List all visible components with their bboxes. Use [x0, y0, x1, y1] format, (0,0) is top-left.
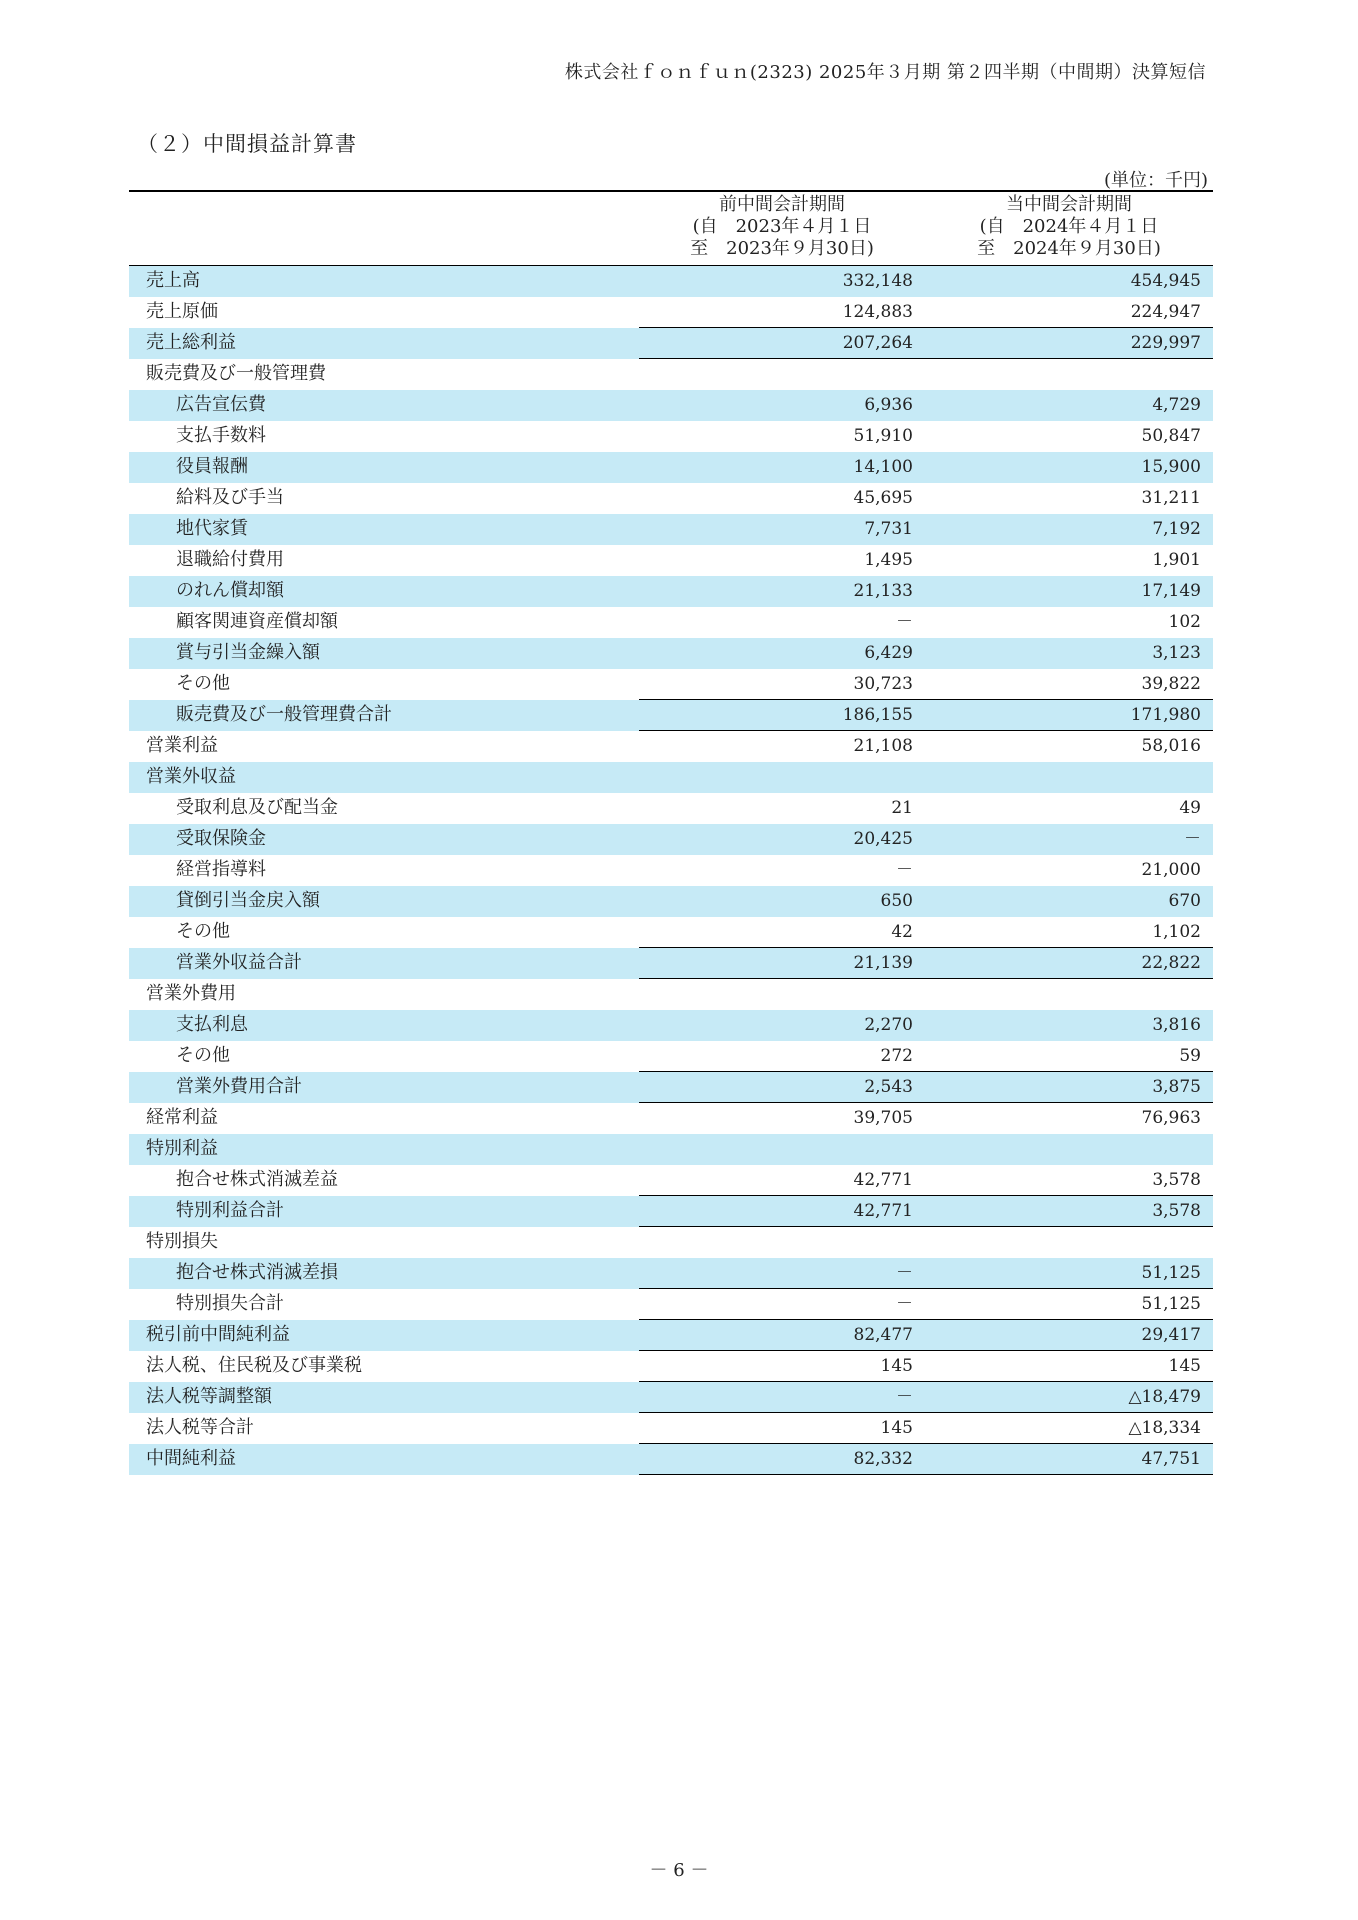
row-label: 支払利息 — [129, 1010, 639, 1041]
table-row — [129, 1444, 1213, 1475]
cur-value: 17,149 — [925, 576, 1213, 607]
cur-value: 22,822 — [925, 948, 1213, 979]
row-label: 抱合せ株式消滅差損 — [129, 1258, 639, 1289]
table-row — [129, 483, 1213, 514]
table-row — [129, 607, 1213, 638]
prev-value — [639, 359, 925, 390]
prev-value: 42 — [639, 917, 925, 948]
prev-value: － — [639, 1382, 925, 1413]
prev-value: 2,270 — [639, 1010, 925, 1041]
table-row — [129, 1227, 1213, 1258]
cur-value: 51,125 — [925, 1258, 1213, 1289]
table-row — [129, 514, 1213, 545]
row-label: 給料及び手当 — [176, 487, 284, 508]
row-label: 特別損失 — [146, 1231, 218, 1252]
row-label: 特別利益 — [129, 1134, 639, 1165]
prev-period-header — [639, 191, 925, 266]
prev-value — [639, 1134, 925, 1165]
prev-value: 14,100 — [639, 452, 925, 483]
row-label: 販売費及び一般管理費合計 — [129, 700, 639, 731]
prev-value: － — [639, 1289, 925, 1320]
table-row — [129, 452, 1213, 483]
prev-value: 650 — [639, 886, 925, 917]
prev-value: 42,771 — [639, 1165, 925, 1196]
table-row — [129, 1134, 1213, 1165]
table-row — [129, 1165, 1213, 1196]
row-label: 営業外収益 — [129, 762, 639, 793]
prev-value: 39,705 — [853, 1108, 913, 1129]
table-row — [129, 1072, 1213, 1103]
row-label: 法人税等調整額 — [129, 1382, 639, 1413]
prev-value: 145 — [639, 1351, 925, 1382]
row-label: 営業利益 — [146, 735, 218, 756]
row-label: 法人税、住民税及び事業税 — [146, 1355, 362, 1376]
row-label: 売上総利益 — [129, 328, 639, 359]
row-label: その他 — [176, 673, 230, 694]
page-number: － 6 － — [649, 1860, 709, 1881]
cur-value: 4,729 — [925, 390, 1213, 421]
table-row — [129, 824, 1213, 855]
row-label: 退職給付費用 — [176, 549, 284, 570]
cur-value: 3,578 — [925, 1196, 1213, 1227]
table-row — [129, 297, 1213, 328]
prev-value: 20,425 — [639, 824, 925, 855]
prev-period-from: (自 2023年４月１日 — [692, 216, 872, 237]
unit-label: (単位：千円) — [1103, 170, 1208, 191]
table-row — [129, 1382, 1213, 1413]
row-label: 賞与引当金繰入額 — [129, 638, 639, 669]
table-row — [129, 979, 1213, 1010]
cur-period-header — [925, 191, 1213, 266]
row-label: 売上高 — [129, 266, 639, 297]
table-row — [129, 266, 1213, 297]
row-label: 営業外費用 — [146, 983, 236, 1004]
row-label: 受取利息及び配当金 — [176, 797, 338, 818]
prev-value: 45,695 — [853, 488, 913, 508]
cur-value: 454,945 — [925, 266, 1213, 297]
cur-value: 76,963 — [1141, 1108, 1201, 1129]
table-row — [129, 1351, 1213, 1382]
row-label: 営業外収益合計 — [129, 948, 639, 979]
cur-value: 224,947 — [925, 297, 1213, 328]
table-row — [129, 545, 1213, 576]
cur-period-to: 至 2024年９月30日) — [977, 238, 1161, 259]
table-row — [129, 731, 1213, 762]
prev-value: 145 — [639, 1413, 925, 1444]
prev-value: 6,936 — [639, 390, 925, 421]
cur-value: 3,816 — [925, 1010, 1213, 1041]
table-row — [129, 1289, 1213, 1320]
prev-value: 21,139 — [639, 948, 925, 979]
prev-value: － — [896, 860, 913, 880]
prev-value: 30,723 — [639, 669, 925, 700]
cur-value: 39,822 — [925, 669, 1213, 700]
table-row — [129, 1103, 1213, 1134]
prev-value: 51,910 — [853, 426, 913, 446]
table-row — [129, 1041, 1213, 1072]
row-label: 広告宣伝費 — [129, 390, 639, 421]
table-row — [129, 886, 1213, 917]
row-label: 支払手数料 — [176, 425, 266, 446]
cur-value: 58,016 — [1141, 736, 1201, 757]
prev-value: 21 — [891, 798, 913, 818]
prev-value: 124,883 — [639, 297, 925, 328]
cur-value: 102 — [1168, 612, 1201, 632]
prev-value: 1,495 — [864, 550, 913, 570]
row-label: 顧客関連資産償却額 — [176, 611, 338, 632]
row-label: 受取保険金 — [129, 824, 639, 855]
cur-value — [925, 762, 1213, 793]
table-row — [129, 948, 1213, 979]
cur-value: 49 — [1179, 798, 1201, 818]
row-label: 売上原価 — [146, 301, 218, 322]
prev-value: 2,543 — [639, 1072, 925, 1103]
cur-value: 670 — [925, 886, 1213, 917]
prev-value: 82,332 — [639, 1444, 925, 1475]
row-label: 役員報酬 — [129, 452, 639, 483]
cur-value — [925, 359, 1213, 390]
prev-value: 21,108 — [853, 736, 913, 757]
prev-value: 7,731 — [639, 514, 925, 545]
cur-value — [925, 1227, 1213, 1258]
income-statement-table — [129, 190, 1213, 1475]
cur-value: 3,875 — [925, 1072, 1213, 1103]
table-row — [129, 700, 1213, 731]
row-label: 経営指導料 — [176, 859, 266, 880]
table-row — [129, 669, 1213, 700]
prev-period-title: 前中間会計期間 — [719, 194, 845, 215]
cur-value: △18,479 — [925, 1382, 1213, 1413]
label-column-header — [129, 191, 639, 266]
row-label: 中間純利益 — [129, 1444, 639, 1475]
cur-value: 171,980 — [925, 700, 1213, 731]
prev-value: 82,477 — [639, 1320, 925, 1351]
table-row — [129, 1258, 1213, 1289]
table-row — [129, 1320, 1213, 1351]
prev-value — [639, 762, 925, 793]
cur-value: 7,192 — [925, 514, 1213, 545]
row-label: 特別損失合計 — [176, 1293, 284, 1314]
cur-value: 31,211 — [1141, 488, 1201, 508]
cur-value: 145 — [925, 1351, 1213, 1382]
cur-value — [925, 1134, 1213, 1165]
document-header: 株式会社ｆｏｎｆｕｎ(2323) 2025年３月期 第２四半期（中間期）決算短信 — [564, 62, 1206, 83]
table-row — [129, 328, 1213, 359]
table-row — [129, 390, 1213, 421]
table-row — [129, 1413, 1213, 1444]
cur-value: 21,000 — [1141, 860, 1201, 880]
cur-value: 1,102 — [925, 917, 1213, 948]
prev-value: － — [896, 612, 913, 632]
cur-period-title: 当中間会計期間 — [1006, 194, 1132, 215]
table-row — [129, 638, 1213, 669]
row-label: 経常利益 — [146, 1107, 218, 1128]
prev-value: 42,771 — [639, 1196, 925, 1227]
row-label: 地代家賃 — [129, 514, 639, 545]
table-row — [129, 1196, 1213, 1227]
cur-value: － — [925, 824, 1213, 855]
prev-value: 332,148 — [639, 266, 925, 297]
prev-period-to: 至 2023年９月30日) — [690, 238, 874, 259]
cur-value: 51,125 — [925, 1289, 1213, 1320]
row-label: 特別利益合計 — [129, 1196, 639, 1227]
cur-value: 50,847 — [1141, 426, 1201, 446]
prev-value: 21,133 — [639, 576, 925, 607]
cur-value: 229,997 — [925, 328, 1213, 359]
cur-value: 3,123 — [925, 638, 1213, 669]
prev-value — [639, 979, 925, 1010]
prev-value: 207,264 — [639, 328, 925, 359]
row-label: その他 — [176, 1045, 230, 1066]
row-label: 税引前中間純利益 — [129, 1320, 639, 1351]
table-header-row — [129, 191, 1213, 266]
section-title: （２）中間損益計算書 — [137, 132, 357, 156]
prev-value: 6,429 — [639, 638, 925, 669]
table-row — [129, 576, 1213, 607]
cur-value: 59 — [925, 1041, 1213, 1072]
table-row — [129, 762, 1213, 793]
table-row — [129, 421, 1213, 452]
cur-value: △18,334 — [925, 1413, 1213, 1444]
cur-value: 47,751 — [925, 1444, 1213, 1475]
table-row — [129, 359, 1213, 390]
table-row — [129, 855, 1213, 886]
row-label: 貸倒引当金戻入額 — [129, 886, 639, 917]
row-label: のれん償却額 — [129, 576, 639, 607]
cur-value: 3,578 — [925, 1165, 1213, 1196]
table-row — [129, 1010, 1213, 1041]
row-label: 抱合せ株式消滅差益 — [176, 1169, 338, 1190]
cur-value: 29,417 — [925, 1320, 1213, 1351]
prev-value: － — [639, 1258, 925, 1289]
prev-value — [639, 1227, 925, 1258]
row-label: 営業外費用合計 — [129, 1072, 639, 1103]
row-label: 販売費及び一般管理費 — [146, 363, 326, 384]
table-row — [129, 793, 1213, 824]
row-label: その他 — [176, 921, 230, 942]
cur-value: 15,900 — [925, 452, 1213, 483]
prev-value: 272 — [639, 1041, 925, 1072]
cur-value — [925, 979, 1213, 1010]
table-row — [129, 917, 1213, 948]
cur-value: 1,901 — [1152, 550, 1201, 570]
prev-value: 186,155 — [639, 700, 925, 731]
cur-period-from: (自 2024年４月１日 — [979, 216, 1159, 237]
row-label: 法人税等合計 — [146, 1417, 254, 1438]
